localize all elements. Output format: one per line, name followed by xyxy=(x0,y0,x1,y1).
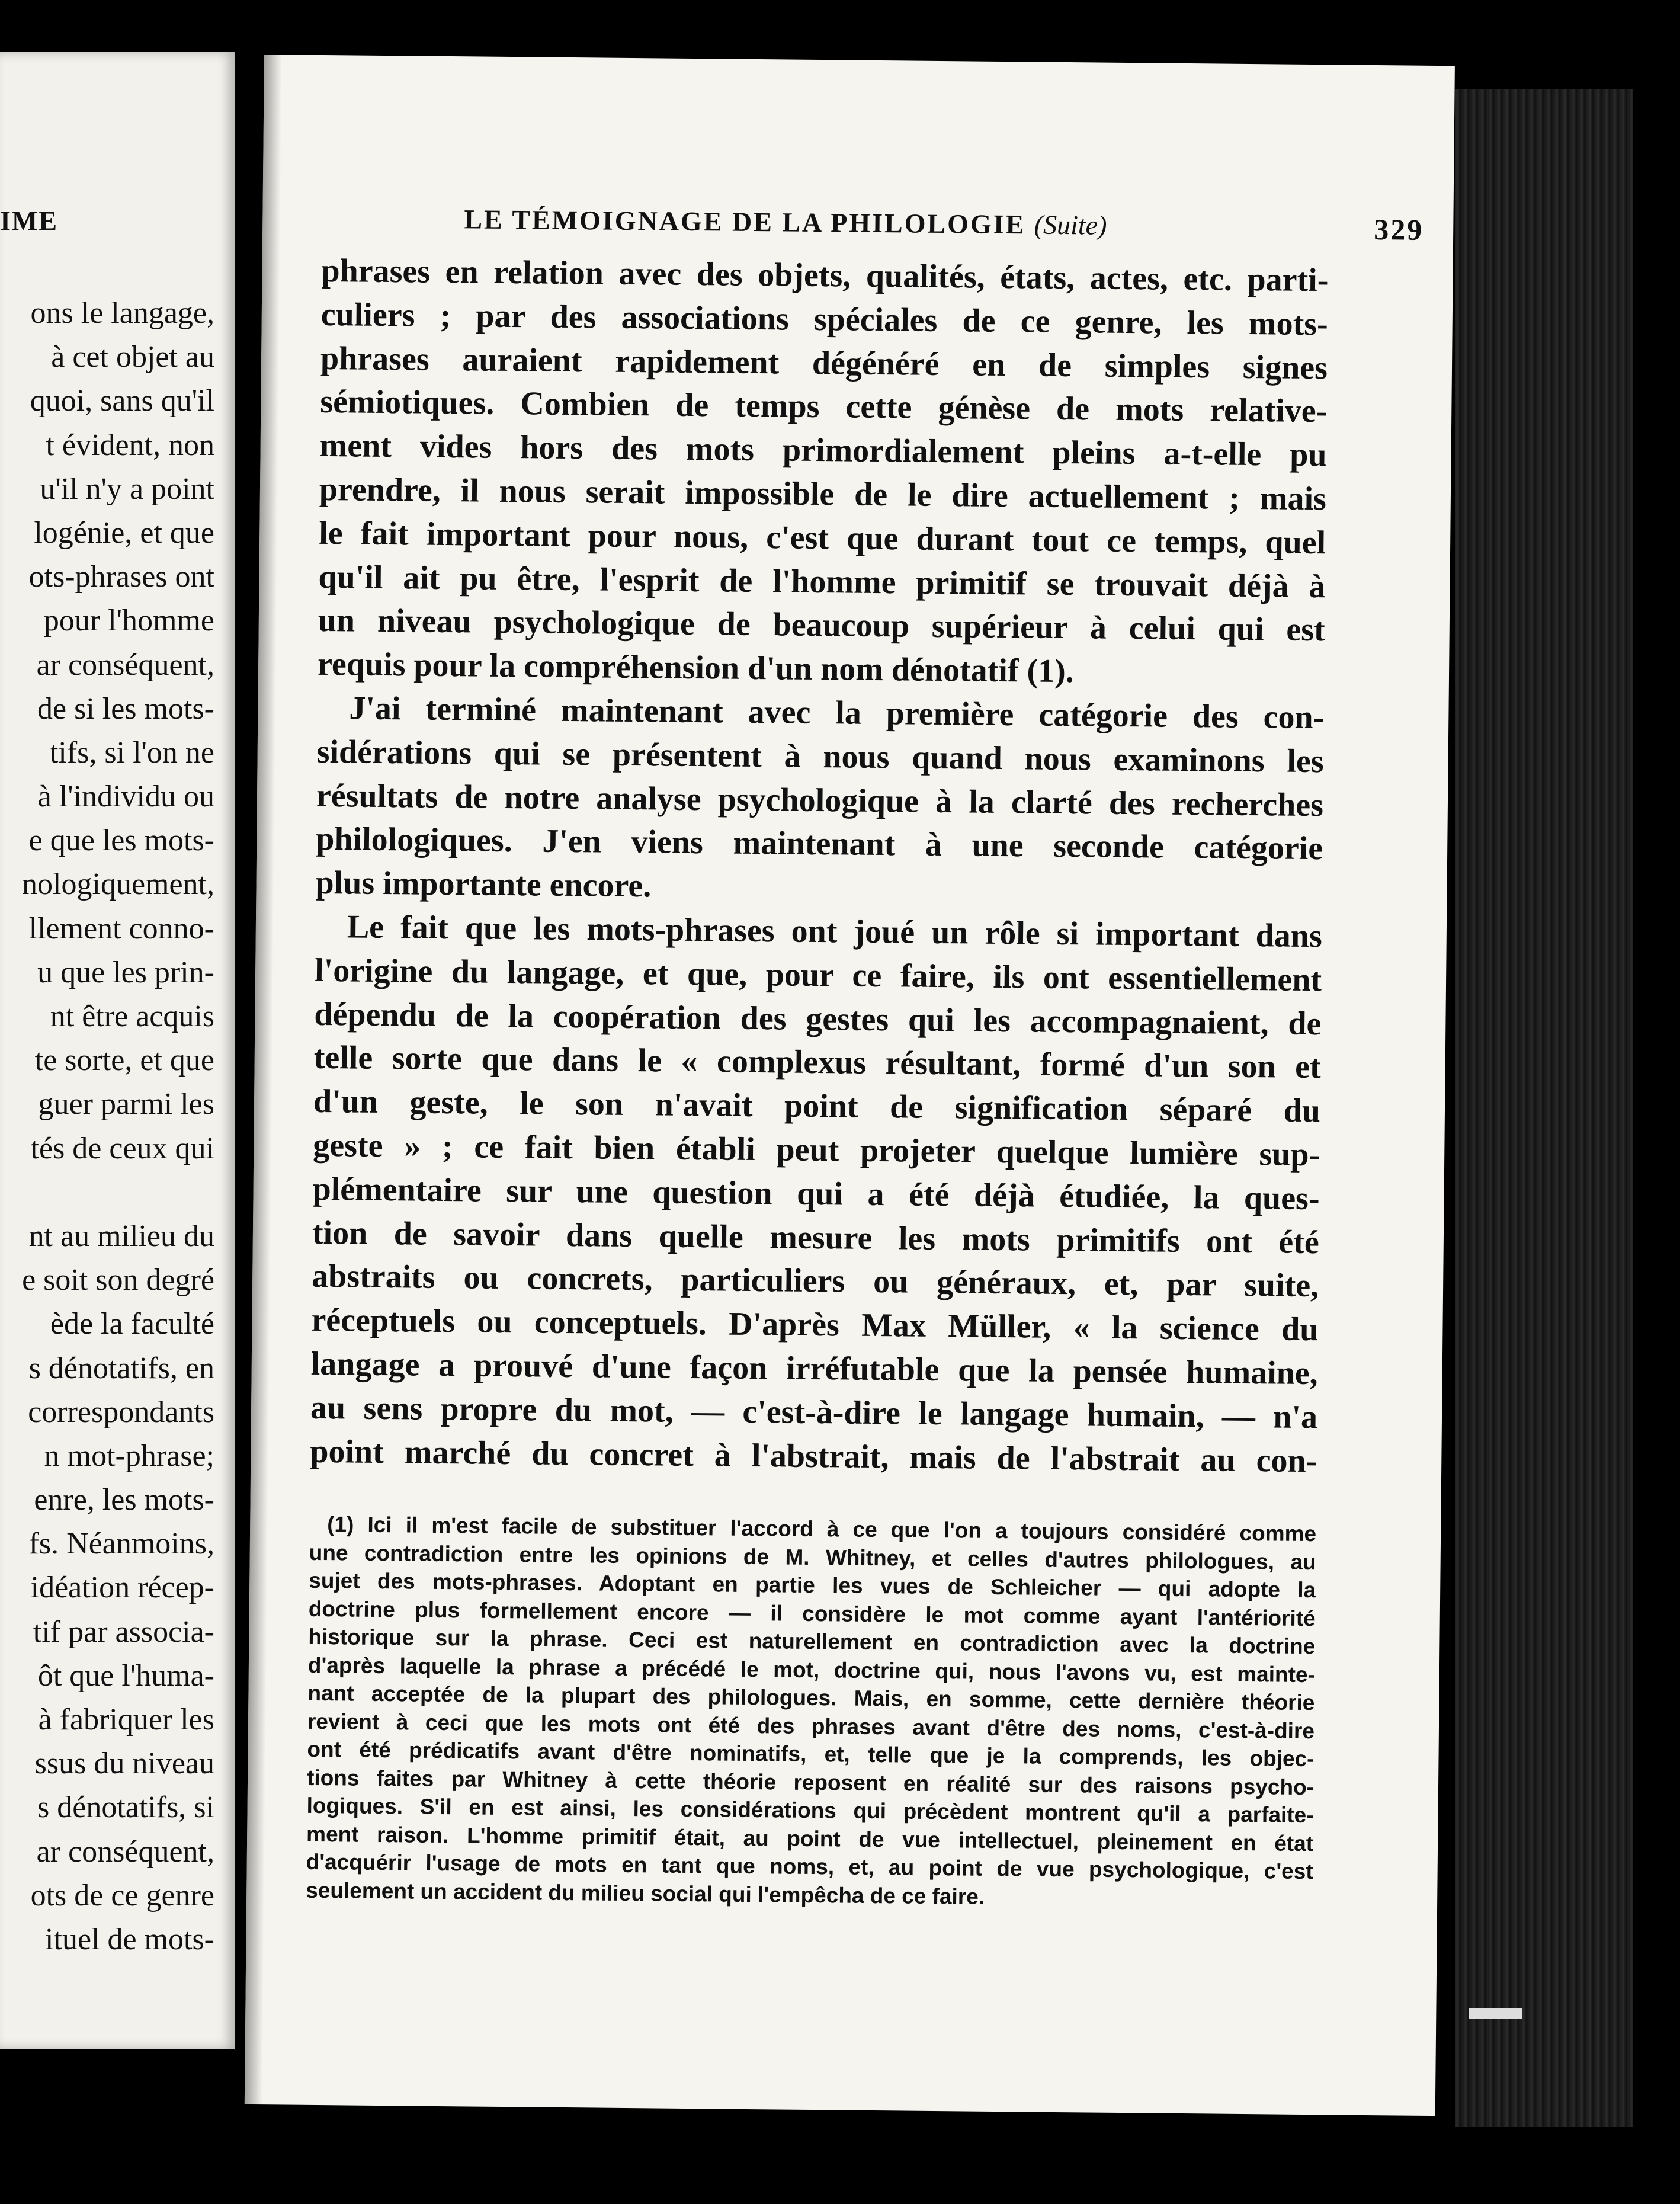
footnote-line: seulement un accident du milieu social qui l'empêcha de ce faire. xyxy=(306,1878,985,1909)
text-line: tion de savoir dans quelle mesure les mots primitifs ont été xyxy=(312,1214,1320,1261)
text-line: plémentaire sur une question qui a été déjà étudiée, la ques- xyxy=(312,1170,1320,1217)
text-line: prendre, il nous serait impossible de le dire actuellement ; mais xyxy=(319,470,1327,518)
text-line: u que les prin- xyxy=(37,955,214,989)
running-head-title xyxy=(464,203,1107,241)
text-line: d'un geste, le son n'avait point de signification séparé du xyxy=(313,1083,1321,1130)
running-head-title-text: LE TÉMOIGNAGE DE LA PHILOLOGIE xyxy=(464,204,1026,240)
text-line: philologiques. J'en viens maintenant à une seconde catégorie xyxy=(315,821,1323,867)
page-number: 329 xyxy=(1373,212,1424,246)
text-line: t évident, non xyxy=(46,428,214,462)
footnote-line: d'acquérir l'usage de mots en tant que noms, et, au point de vue psychologique, c'est xyxy=(306,1849,1313,1884)
text-line: nologiquement, xyxy=(22,867,214,902)
text-line: un niveau psychologique de beaucoup supérieur à celui qui est xyxy=(318,602,1326,649)
text-line: au sens propre du mot, — c'est-à-dire le langage humain, — n'a xyxy=(310,1389,1318,1436)
text-line: fs. Néanmoins, xyxy=(28,1527,214,1561)
footnote-line: d'après laquelle la phrase a précédé le mot, doctrine qui, nous l'avons vu, est mainte- xyxy=(307,1652,1316,1687)
text-line: ède la faculté xyxy=(50,1307,214,1341)
footnote-line: une contradiction entre les opinions de M. Whitney, et celles d'autres philologues, au xyxy=(309,1540,1316,1574)
text-line: ment vides hors des mots primordialement pleins a-t-elle pu xyxy=(319,427,1327,474)
text-line: ssus du niveau xyxy=(34,1747,214,1781)
text-line: plus importante encore. xyxy=(315,864,652,905)
footnote-line: nant acceptée de la plupart des philologues. Mais, en somme, cette dernière théorie xyxy=(307,1680,1315,1715)
text-line xyxy=(22,1171,214,1215)
text-line: logénie, et que xyxy=(34,515,214,550)
text-line: culiers ; par des associations spéciales de ce genre, les mots- xyxy=(320,296,1329,343)
book-page xyxy=(245,55,1455,2116)
text-line: ots-phrases ont xyxy=(28,560,214,594)
text-line: à fabriquer les xyxy=(38,1703,214,1737)
footnote-line: tions faites par Whitney à cette théorie reposent en réalité sur des raisons psycho- xyxy=(306,1765,1314,1799)
text-line: à l'individu ou xyxy=(37,780,214,814)
text-line: quoi, sans qu'il xyxy=(30,384,214,418)
text-line: abstraits ou concrets, particuliers ou généraux, et, par suite, xyxy=(311,1258,1319,1305)
text-line: phrases en relation avec des objets, qualités, états, actes, etc. parti- xyxy=(321,252,1329,299)
text-line: langage a prouvé d'une façon irréfutable que la pensée humaine, xyxy=(310,1345,1319,1392)
text-line: sémiotiques. Combien de temps cette génèse de mots relative- xyxy=(320,383,1328,430)
text-line: pour l'homme xyxy=(43,604,214,638)
footnote-line: logiques. S'il en est ainsi, les considérations qui précèdent montrent qu'il a parfaite- xyxy=(306,1793,1314,1828)
text-line: point marché du concret à l'abstrait, mais de l'abstrait au con- xyxy=(310,1433,1317,1479)
text-line: requis pour la compréhension d'un nom dénotatif (1). xyxy=(317,646,1075,690)
text-line: nt au milieu du xyxy=(28,1219,214,1253)
text-line: te sorte, et que xyxy=(34,1043,214,1078)
text-line: guer parmi les xyxy=(38,1087,214,1122)
footnote-line: revient à ceci que les mots ont été des phrases avant d'être des noms, c'est-à-dire xyxy=(307,1709,1315,1743)
previous-page-text xyxy=(22,291,214,1962)
footnote-line: ment raison. L'homme primitif était, au point de vue intellectuel, pleinement en état xyxy=(306,1821,1314,1856)
text-line: tés de ceux qui xyxy=(30,1131,214,1165)
text-line: n mot-phrase; xyxy=(44,1439,214,1473)
text-line: llement conno- xyxy=(28,911,214,946)
text-line: à cet objet au xyxy=(51,340,214,374)
text-line: telle sorte que dans le « complexus résultant, formé d'un son et xyxy=(313,1039,1321,1086)
text-line: geste » ; ce fait bien établi peut projeter quelque lumière sup- xyxy=(313,1126,1320,1174)
text-line: idéation récep- xyxy=(30,1571,214,1605)
body-text xyxy=(310,249,1329,1484)
text-line: ar conséquent, xyxy=(36,648,214,682)
text-line: ots de ce genre xyxy=(30,1878,214,1913)
text-line: J'ai terminé maintenant avec la première catégorie des con- xyxy=(349,690,1325,736)
footnote xyxy=(306,1510,1316,1914)
text-line: qu'il ait pu être, l'esprit de l'homme primitif se trouvait déjà à xyxy=(318,558,1326,605)
running-head xyxy=(464,203,1436,254)
text-line: l'origine du langage, et que, pour ce faire, ils ont essentiellement xyxy=(314,952,1322,998)
text-line: u'il n'y a point xyxy=(40,472,214,506)
footnote-line: (1) Ici il m'est facile de substituer l'accord à ce que l'on a toujours considéré comme xyxy=(326,1512,1317,1546)
footnote-line: sujet des mots-phrases. Adoptant en partie les vues de Schleicher — qui adopte la xyxy=(309,1568,1316,1603)
text-line: enre, les mots- xyxy=(34,1483,214,1517)
book-edge xyxy=(1455,89,1633,2127)
footnote-line: doctrine plus formellement encore — il considère le mot comme ayant l'antériorité xyxy=(308,1596,1316,1630)
text-line: le fait important pour nous, c'est que durant tout ce temps, quel xyxy=(318,514,1326,562)
text-line: s dénotatifs, si xyxy=(37,1790,214,1825)
text-line: phrases auraient rapidement dégénéré en de simples signes xyxy=(320,339,1328,386)
text-line: résultats de notre analyse psychologique à la clarté des recherches xyxy=(316,777,1324,824)
footnote-line: historique sur la phrase. Ceci est naturellement en contradiction avec la doctrine xyxy=(308,1624,1316,1659)
text-line: e soit son degré xyxy=(22,1263,214,1298)
text-line: tifs, si l'on ne xyxy=(49,735,214,770)
text-line: ar conséquent, xyxy=(36,1834,214,1869)
text-line: ôt que l'huma- xyxy=(37,1658,214,1693)
text-line: s dénotatifs, en xyxy=(28,1351,214,1385)
footnote-line: ont été prédicatifs avant d'être nominatifs, et, telle que je la comprends, les objec- xyxy=(307,1737,1314,1771)
text-line: correspondants xyxy=(28,1395,214,1429)
text-line: ons le langage, xyxy=(30,296,214,330)
text-line: dépendu de la coopération des gestes qui les accompagnaient, de xyxy=(314,995,1322,1042)
text-line: de si les mots- xyxy=(37,691,214,726)
previous-page-running-head: IME xyxy=(0,206,58,236)
running-head-suffix: (Suite) xyxy=(1034,209,1107,241)
text-line: Le fait que les mots-phrases ont joué un rôle si important dans xyxy=(347,908,1323,955)
text-line: sidérations qui se présentent à nous quand nous examinons les xyxy=(316,733,1324,780)
text-line: e que les mots- xyxy=(28,824,214,858)
previous-page-fragment xyxy=(0,52,235,2049)
text-line: ituel de mots- xyxy=(45,1922,214,1956)
text-line: tif par associa- xyxy=(33,1614,214,1649)
scan-mark xyxy=(1469,2008,1522,2019)
text-line: nt être acquis xyxy=(50,1000,214,1033)
text-line: réceptuels ou conceptuels. D'après Max Müller, « la science du xyxy=(311,1301,1319,1348)
